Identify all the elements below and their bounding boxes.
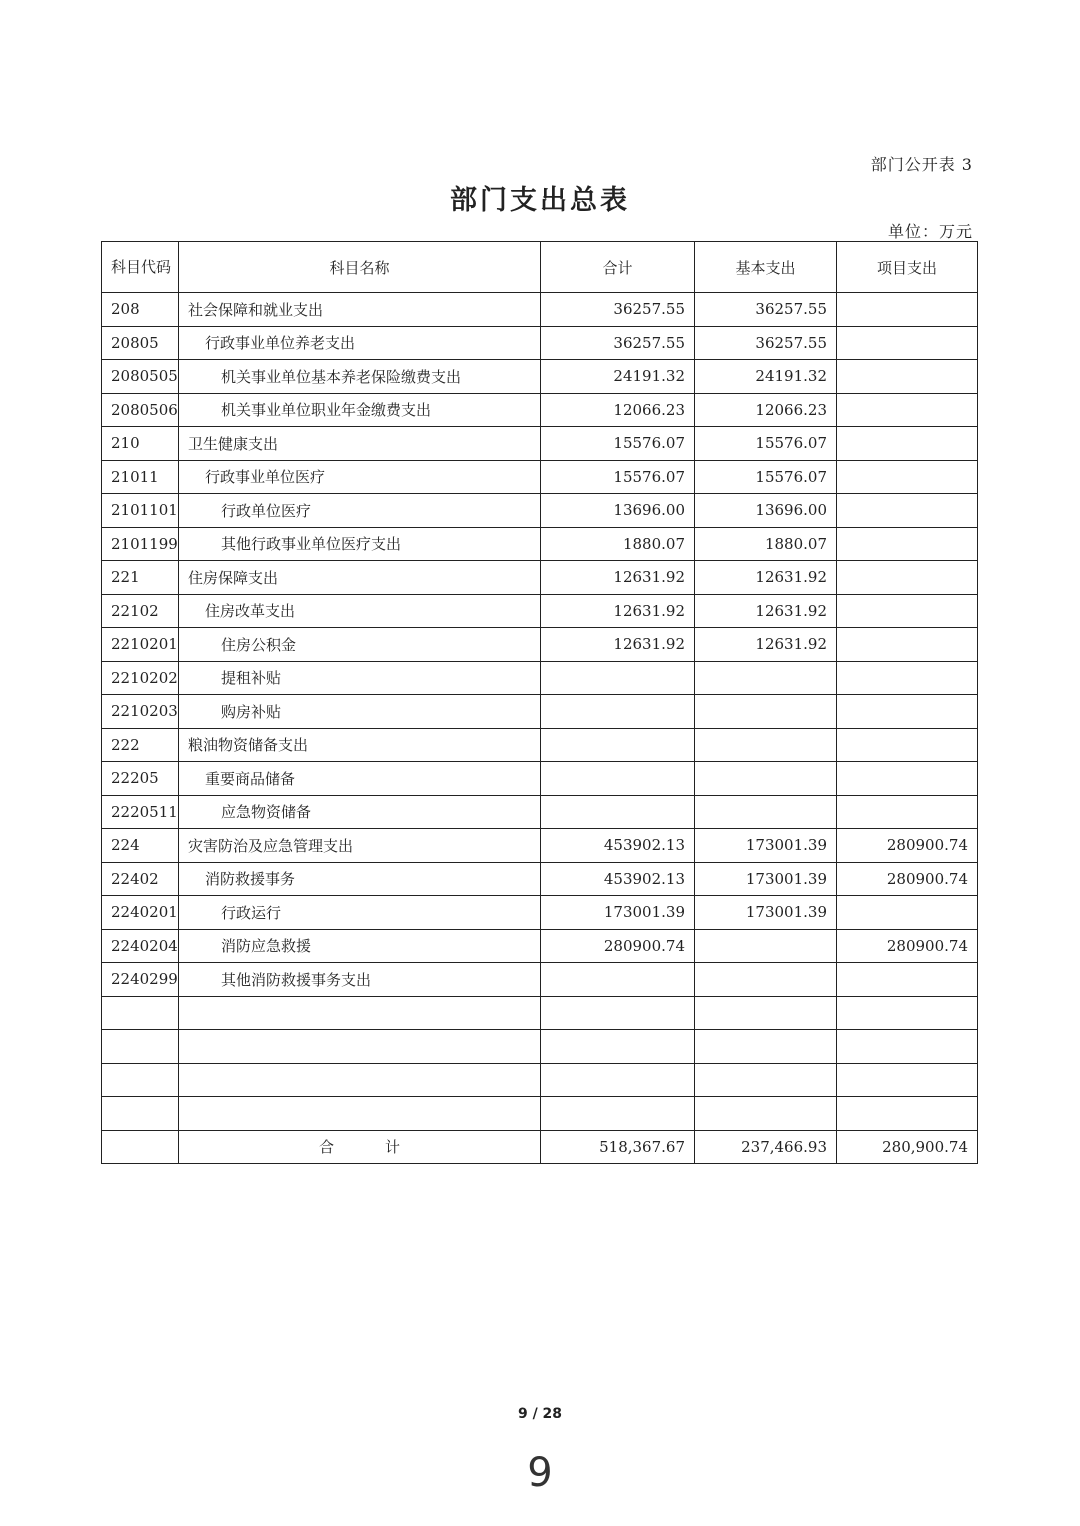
row-code-cell: 2240201 bbox=[102, 896, 179, 930]
row-project-cell bbox=[837, 1030, 978, 1064]
table-row bbox=[102, 862, 978, 896]
row-name-cell: 提租补贴 bbox=[179, 661, 541, 695]
row-project-cell bbox=[837, 293, 978, 327]
row-code-cell bbox=[102, 996, 179, 1030]
table-row bbox=[102, 1063, 978, 1097]
table-row bbox=[102, 1030, 978, 1064]
row-project-cell bbox=[837, 661, 978, 695]
row-project-cell bbox=[837, 594, 978, 628]
table-row bbox=[102, 695, 978, 729]
table-row bbox=[102, 628, 978, 662]
table-row bbox=[102, 795, 978, 829]
row-project-cell bbox=[837, 896, 978, 930]
row-name-cell: 行政单位医疗 bbox=[179, 494, 541, 528]
total-basic-cell: 237,466.93 bbox=[695, 1130, 837, 1164]
table-row bbox=[102, 661, 978, 695]
table-row bbox=[102, 594, 978, 628]
row-basic-cell bbox=[695, 728, 837, 762]
table-row bbox=[102, 728, 978, 762]
page-indicator: 9 / 28 bbox=[517, 1406, 563, 1422]
row-basic-cell: 12066.23 bbox=[695, 393, 837, 427]
row-code-cell: 21011 bbox=[102, 460, 179, 494]
row-project-cell bbox=[837, 494, 978, 528]
page-number: 9 bbox=[527, 1450, 553, 1496]
row-name-cell: 卫生健康支出 bbox=[179, 427, 541, 461]
row-code-cell bbox=[102, 1030, 179, 1064]
row-name-cell bbox=[179, 1097, 541, 1131]
row-code-cell: 2080505 bbox=[102, 360, 179, 394]
row-name-cell: 机关事业单位职业年金缴费支出 bbox=[179, 393, 541, 427]
row-total-cell: 280900.74 bbox=[541, 929, 695, 963]
row-basic-cell bbox=[695, 762, 837, 796]
row-basic-cell bbox=[695, 1063, 837, 1097]
row-basic-cell bbox=[695, 695, 837, 729]
row-basic-cell bbox=[695, 1097, 837, 1131]
row-total-cell bbox=[541, 762, 695, 796]
table-row bbox=[102, 762, 978, 796]
row-basic-cell bbox=[695, 661, 837, 695]
table-header-row bbox=[102, 242, 978, 293]
row-project-cell bbox=[837, 963, 978, 997]
table-row bbox=[102, 561, 978, 595]
row-total-cell bbox=[541, 728, 695, 762]
table-row bbox=[102, 996, 978, 1030]
table-body bbox=[102, 293, 978, 1164]
row-total-cell: 24191.32 bbox=[541, 360, 695, 394]
row-project-cell: 280900.74 bbox=[837, 829, 978, 863]
row-code-cell: 224 bbox=[102, 829, 179, 863]
row-basic-cell bbox=[695, 929, 837, 963]
row-code-cell: 22205 bbox=[102, 762, 179, 796]
total-label-cell bbox=[179, 1130, 541, 1164]
row-name-cell: 重要商品储备 bbox=[179, 762, 541, 796]
table-row bbox=[102, 427, 978, 461]
row-code-cell bbox=[102, 1063, 179, 1097]
row-total-cell: 12631.92 bbox=[541, 594, 695, 628]
table-row bbox=[102, 527, 978, 561]
row-project-cell bbox=[837, 628, 978, 662]
row-project-cell bbox=[837, 695, 978, 729]
row-total-cell: 36257.55 bbox=[541, 293, 695, 327]
column-header-basic: 基本支出 bbox=[695, 242, 837, 293]
row-name-cell: 住房保障支出 bbox=[179, 561, 541, 595]
row-total-cell: 1880.07 bbox=[541, 527, 695, 561]
row-project-cell: 280900.74 bbox=[837, 929, 978, 963]
row-project-cell bbox=[837, 561, 978, 595]
total-code-cell bbox=[102, 1130, 179, 1164]
row-basic-cell bbox=[695, 1030, 837, 1064]
row-code-cell: 2210201 bbox=[102, 628, 179, 662]
total-label-2: 计 bbox=[384, 1138, 400, 1157]
row-total-cell: 453902.13 bbox=[541, 862, 695, 896]
row-name-cell: 住房改革支出 bbox=[179, 594, 541, 628]
row-total-cell bbox=[541, 661, 695, 695]
row-basic-cell: 173001.39 bbox=[695, 862, 837, 896]
row-project-cell bbox=[837, 427, 978, 461]
row-project-cell bbox=[837, 795, 978, 829]
column-header-total: 合计 bbox=[541, 242, 695, 293]
row-basic-cell: 36257.55 bbox=[695, 293, 837, 327]
table-row bbox=[102, 460, 978, 494]
row-name-cell bbox=[179, 1030, 541, 1064]
row-project-cell bbox=[837, 1063, 978, 1097]
column-header-project: 项目支出 bbox=[837, 242, 978, 293]
row-name-cell: 社会保障和就业支出 bbox=[179, 293, 541, 327]
total-label-1: 合 bbox=[318, 1138, 334, 1157]
table-row bbox=[102, 326, 978, 360]
row-code-cell: 22402 bbox=[102, 862, 179, 896]
row-code-cell: 2210203 bbox=[102, 695, 179, 729]
row-code-cell: 20805 bbox=[102, 326, 179, 360]
row-name-cell: 行政事业单位医疗 bbox=[179, 460, 541, 494]
row-code-cell: 210 bbox=[102, 427, 179, 461]
expenditure-table bbox=[101, 241, 978, 1164]
row-total-cell bbox=[541, 1097, 695, 1131]
row-total-cell bbox=[541, 963, 695, 997]
row-basic-cell: 173001.39 bbox=[695, 829, 837, 863]
row-name-cell: 行政事业单位养老支出 bbox=[179, 326, 541, 360]
table-row bbox=[102, 1097, 978, 1131]
row-name-cell: 灾害防治及应急管理支出 bbox=[179, 829, 541, 863]
row-name-cell: 住房公积金 bbox=[179, 628, 541, 662]
table-row bbox=[102, 896, 978, 930]
row-basic-cell: 173001.39 bbox=[695, 896, 837, 930]
total-row bbox=[102, 1130, 978, 1164]
table-row bbox=[102, 929, 978, 963]
row-basic-cell: 1880.07 bbox=[695, 527, 837, 561]
row-basic-cell: 12631.92 bbox=[695, 628, 837, 662]
row-name-cell bbox=[179, 1063, 541, 1097]
row-project-cell: 280900.74 bbox=[837, 862, 978, 896]
row-name-cell: 其他行政事业单位医疗支出 bbox=[179, 527, 541, 561]
table-row bbox=[102, 963, 978, 997]
row-name-cell: 消防应急救援 bbox=[179, 929, 541, 963]
row-total-cell bbox=[541, 695, 695, 729]
row-basic-cell bbox=[695, 963, 837, 997]
row-code-cell: 2101101 bbox=[102, 494, 179, 528]
row-basic-cell: 12631.92 bbox=[695, 561, 837, 595]
row-code-cell: 208 bbox=[102, 293, 179, 327]
column-header-code: 科目代码 bbox=[102, 242, 179, 293]
row-basic-cell: 15576.07 bbox=[695, 427, 837, 461]
row-code-cell: 2220511 bbox=[102, 795, 179, 829]
row-code-cell: 221 bbox=[102, 561, 179, 595]
row-total-cell: 453902.13 bbox=[541, 829, 695, 863]
row-name-cell: 粮油物资储备支出 bbox=[179, 728, 541, 762]
table-row bbox=[102, 494, 978, 528]
row-project-cell bbox=[837, 728, 978, 762]
row-code-cell: 2210202 bbox=[102, 661, 179, 695]
row-code-cell: 2240299 bbox=[102, 963, 179, 997]
row-project-cell bbox=[837, 393, 978, 427]
row-project-cell bbox=[837, 527, 978, 561]
page-title: 部门支出总表 bbox=[450, 185, 630, 216]
row-total-cell bbox=[541, 1030, 695, 1064]
row-name-cell: 机关事业单位基本养老保险缴费支出 bbox=[179, 360, 541, 394]
row-basic-cell bbox=[695, 795, 837, 829]
table-row bbox=[102, 360, 978, 394]
row-basic-cell: 24191.32 bbox=[695, 360, 837, 394]
row-code-cell: 2080506 bbox=[102, 393, 179, 427]
row-code-cell bbox=[102, 1097, 179, 1131]
row-total-cell: 15576.07 bbox=[541, 460, 695, 494]
row-code-cell: 22102 bbox=[102, 594, 179, 628]
row-total-cell: 36257.55 bbox=[541, 326, 695, 360]
unit-label: 单位：万元 bbox=[887, 222, 973, 241]
table-row bbox=[102, 393, 978, 427]
row-basic-cell: 36257.55 bbox=[695, 326, 837, 360]
row-total-cell bbox=[541, 1063, 695, 1097]
row-project-cell bbox=[837, 326, 978, 360]
row-project-cell bbox=[837, 762, 978, 796]
row-total-cell: 12631.92 bbox=[541, 561, 695, 595]
row-basic-cell: 13696.00 bbox=[695, 494, 837, 528]
total-sum-cell: 518,367.67 bbox=[541, 1130, 695, 1164]
table-row bbox=[102, 829, 978, 863]
table-row bbox=[102, 293, 978, 327]
row-total-cell: 12066.23 bbox=[541, 393, 695, 427]
row-basic-cell: 15576.07 bbox=[695, 460, 837, 494]
row-name-cell: 应急物资储备 bbox=[179, 795, 541, 829]
row-code-cell: 2101199 bbox=[102, 527, 179, 561]
row-total-cell: 13696.00 bbox=[541, 494, 695, 528]
row-total-cell bbox=[541, 795, 695, 829]
row-project-cell bbox=[837, 460, 978, 494]
row-total-cell: 173001.39 bbox=[541, 896, 695, 930]
row-name-cell: 其他消防救援事务支出 bbox=[179, 963, 541, 997]
row-name-cell: 消防救援事务 bbox=[179, 862, 541, 896]
row-total-cell: 15576.07 bbox=[541, 427, 695, 461]
row-total-cell: 12631.92 bbox=[541, 628, 695, 662]
row-project-cell bbox=[837, 996, 978, 1030]
row-name-cell bbox=[179, 996, 541, 1030]
row-basic-cell: 12631.92 bbox=[695, 594, 837, 628]
row-name-cell: 购房补贴 bbox=[179, 695, 541, 729]
row-code-cell: 2240204 bbox=[102, 929, 179, 963]
row-project-cell bbox=[837, 360, 978, 394]
row-basic-cell bbox=[695, 996, 837, 1030]
row-project-cell bbox=[837, 1097, 978, 1131]
document-id: 部门公开表 3 bbox=[870, 155, 973, 174]
row-name-cell: 行政运行 bbox=[179, 896, 541, 930]
column-header-name: 科目名称 bbox=[179, 242, 541, 293]
row-total-cell bbox=[541, 996, 695, 1030]
row-code-cell: 222 bbox=[102, 728, 179, 762]
total-project-cell: 280,900.74 bbox=[837, 1130, 978, 1164]
